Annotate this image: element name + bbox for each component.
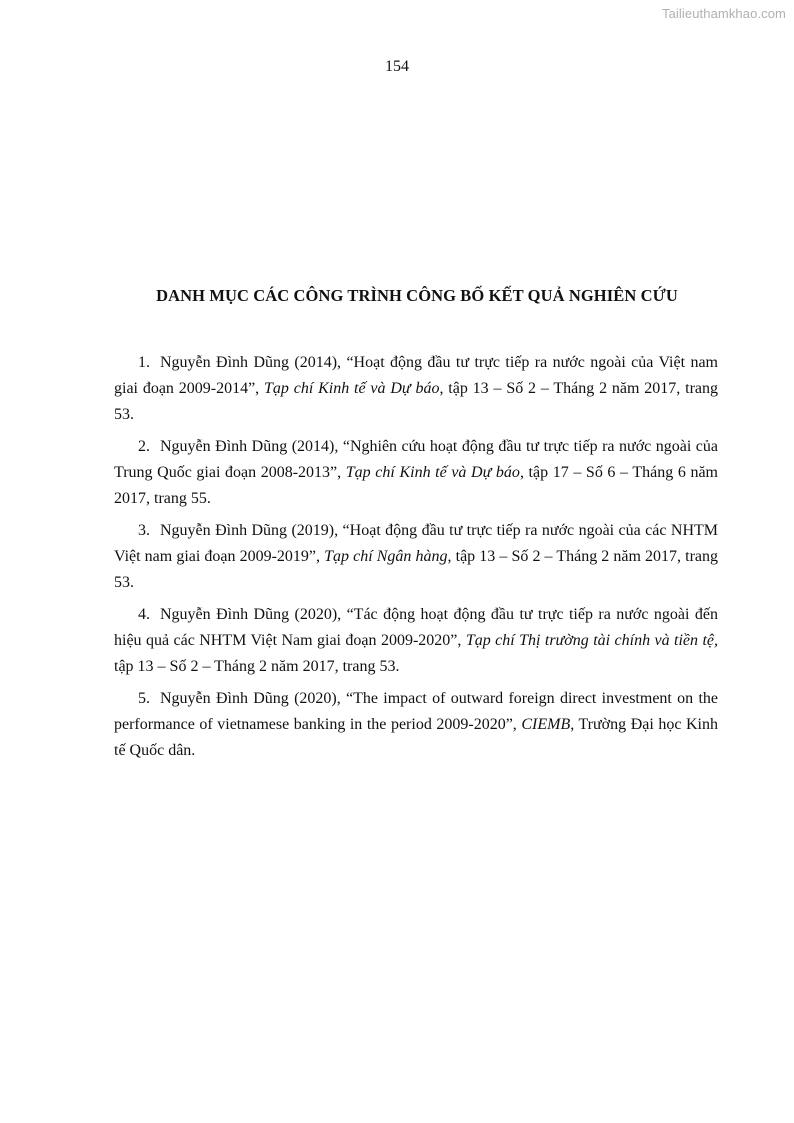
journal-name: Tạp chí Kinh tế và Dự báo — [345, 464, 520, 481]
citation-text: Nguyễn Đình Dũng (2020), “The impact of outward foreign direct investment on the performance of vietnamese banking in the period 2009-2020”, — [114, 690, 718, 733]
item-number: 2. — [138, 438, 150, 455]
publication-list — [114, 350, 718, 770]
publication-item — [114, 602, 718, 680]
citation-text: Nguyễn Đình Dũng (2014), “Nghiên cứu hoạt động đầu tư trực tiếp ra nước ngoài của Trung Quốc giai đoạn 2008-2013”, — [114, 438, 718, 481]
publication-item — [114, 686, 718, 764]
publication-item — [114, 350, 718, 428]
watermark-text: Tailieuthamkhao.com — [661, 6, 786, 21]
citation-details: tập 13 – Số 2 – Tháng 2 năm 2017, trang 53. — [114, 658, 400, 675]
citation-details: , tập 17 – Số 6 – Tháng 6 năm 2017, trang 55. — [114, 464, 719, 507]
page-number: 154 — [385, 58, 409, 75]
citation-details: , Trường Đại học Kinh tế Quốc dân. — [114, 716, 718, 759]
journal-name: Tạp chí Ngân hàng — [324, 548, 448, 565]
citation-text: Nguyễn Đình Dũng (2014), “Hoạt động đầu tư trực tiếp ra nước ngoài của Việt nam giai đoạn 2009-2014”, — [114, 354, 718, 397]
item-number: 3. — [138, 522, 150, 539]
publication-item — [114, 434, 718, 512]
item-number: 5. — [138, 690, 150, 707]
journal-name: Tạp chí Thị trường tài chính và tiền tệ, — [465, 632, 719, 649]
section-heading: DANH MỤC CÁC CÔNG TRÌNH CÔNG BỐ KẾT QUẢ NGHIÊN CỨU — [156, 286, 678, 305]
citation-details: , tập 13 – Số 2 – Tháng 2 năm 2017, trang 53. — [114, 548, 719, 591]
publication-item — [114, 518, 718, 596]
citation-text: Nguyễn Đình Dũng (2019), “Hoạt động đầu tư trực tiếp ra nước ngoài của các NHTM Việt nam giai đoạn 2009-2019”, — [114, 522, 718, 565]
item-number: 4. — [138, 606, 150, 623]
journal-name: CIEMB — [521, 716, 571, 733]
citation-details: , tập 13 – Số 2 – Tháng 2 năm 2017, trang 53. — [114, 380, 719, 423]
citation-text: Nguyễn Đình Dũng (2020), “Tác động hoạt động đầu tư trực tiếp ra nước ngoài đến hiệu quả các NHTM Việt Nam giai đoạn 2009-2020”, — [114, 606, 718, 649]
journal-name: Tạp chí Kinh tế và Dự báo — [264, 380, 440, 397]
item-number: 1. — [138, 354, 150, 371]
